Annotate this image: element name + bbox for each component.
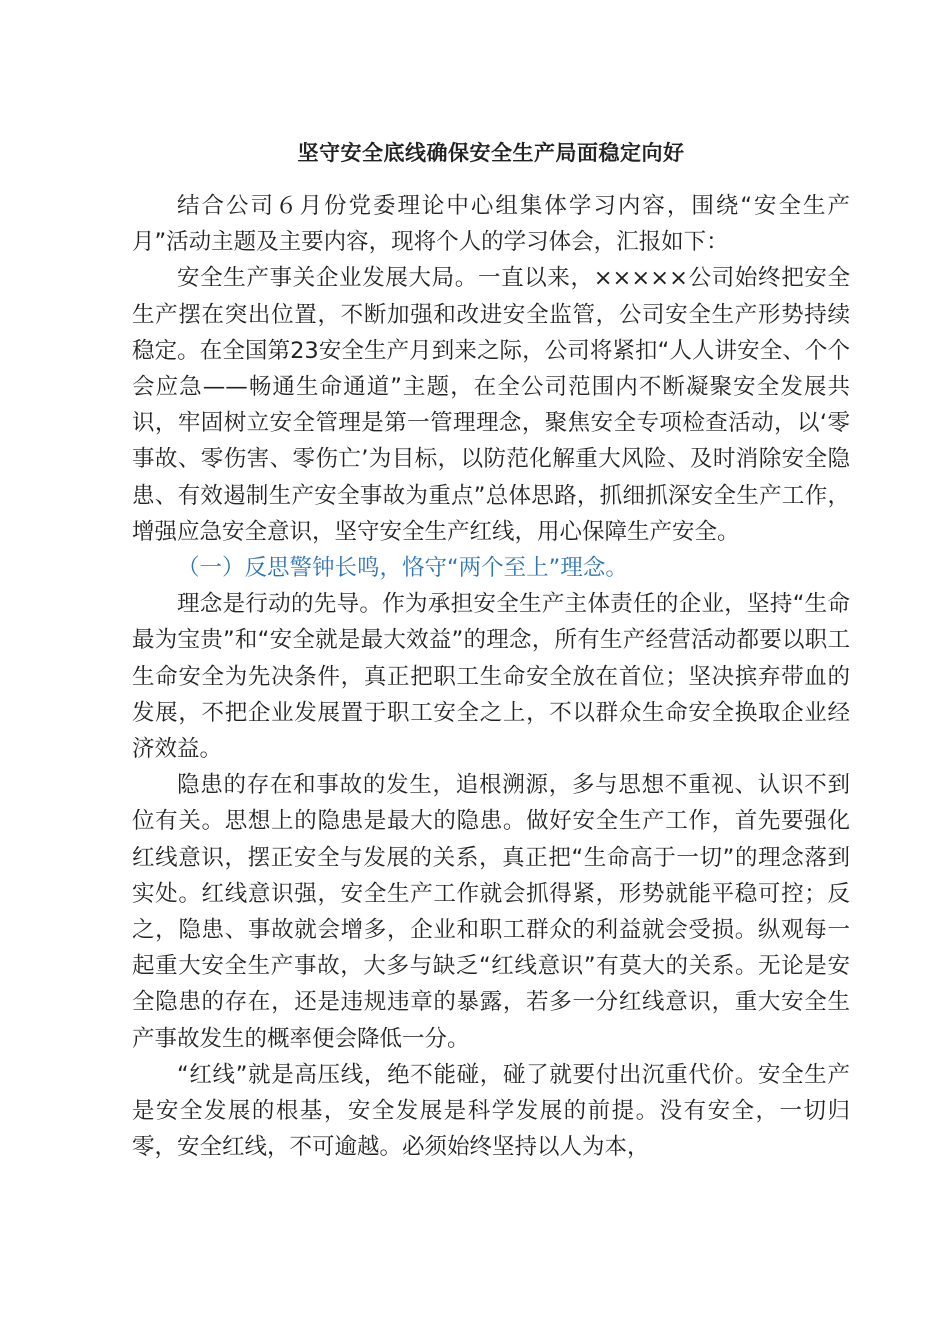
section-heading: （一）反思警钟长鸣，恪守“两个至上”理念。 xyxy=(177,555,628,582)
intro-paragraph: 结合公司６月份党委理论中心组集体学习内容，围绕“安全生产月”活动主题及主要内容，现将个人的学习体会，汇报如下： xyxy=(132,193,850,256)
document-page xyxy=(132,138,850,1165)
body-paragraph: “红线”就是高压线，绝不能碰，碰了就要付出沉重代价。安全生产是安全发展的根基，安全发展是科学发展的前提。没有安全，一切归零，安全红线，不可逾越。必须始终坚持以人为本， xyxy=(132,1061,850,1161)
document-title: 坚守安全底线确保安全生产局面稳定向好 xyxy=(297,141,685,165)
body-paragraph: 安全生产事关企业发展大局。一直以来，×××××公司始终把安全生产摆在突出位置，不断加强和改进安全监管，公司安全生产形势持续稳定。在全国第23安全生产月到来之际，公司将紧扣“人人讲安全、个个会应急——畅通生命通道”主题，在全公司范围内不断凝聚安全发展共识，牢固树立安全管理是第一管理理念，聚焦安全专项检查活动，以‘零事故、零伤害、零伤亡’为目标，以防范化解重大风险、及时消除安全隐患、有效遏制生产安全事故为重点”总体思路，抓细抓深安全生产工作，增强应急安全意识，坚守安全生产红线，用心保障生产安全。 xyxy=(132,265,850,545)
body-paragraph: 隐患的存在和事故的发生，追根溯源，多与思想不重视、认识不到位有关。思想上的隐患是最大的隐患。做好安全生产工作，首先要强化红线意识，摆正安全与发展的关系，真正把“生命高于一切”的理念落到实处。红线意识强，安全生产工作就会抓得紧，形势就能平稳可控；反之，隐患、事故就会增多，企业和职工群众的利益就会受损。纵观每一起重大安全生产事故，大多与缺乏“红线意识”有莫大的关系。无论是安全隐患的存在，还是违规违章的暴露，若多一分红线意识，重大安全生产事故发生的概率便会降低一分。 xyxy=(132,772,850,1052)
body-paragraph: 理念是行动的先导。作为承担安全生产主体责任的企业，坚持“生命最为宝贵”和“安全就是最大效益”的理念，所有生产经营活动都要以职工生命安全为先决条件，真正把职工生命安全放在首位；坚决摈弃带血的发展，不把企业发展置于职工安全之上，不以群众生命安全换取企业经济效益。 xyxy=(132,591,850,763)
